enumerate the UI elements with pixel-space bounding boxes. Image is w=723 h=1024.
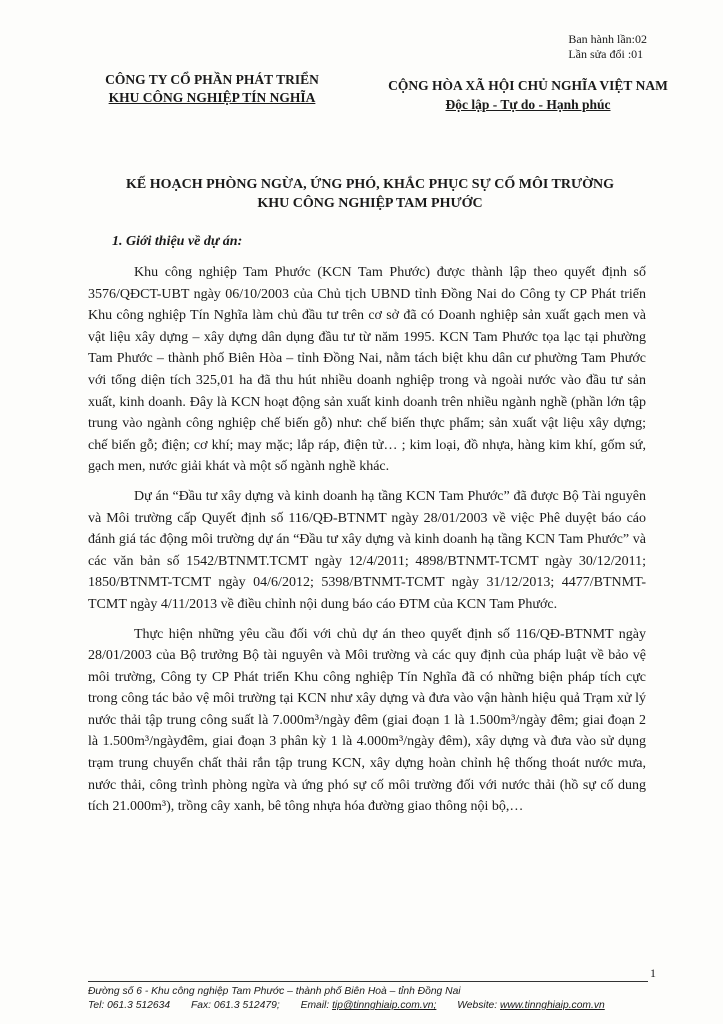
company-name-line2: KHU CÔNG NGHIỆP TÍN NGHĨA	[108, 90, 316, 105]
footer-email-link[interactable]: tip@tinnghiaip.com.vn;	[332, 1000, 437, 1011]
document-title-line1: KẾ HOẠCH PHÒNG NGỪA, ỨNG PHÓ, KHẮC PHỤC SỰ CỐ MÔI TRƯỜNG	[125, 177, 615, 192]
company-header	[78, 71, 346, 107]
footer-website-label: Website:	[457, 1000, 498, 1011]
document-title	[90, 175, 650, 213]
footer-fax: Fax: 061.3 512479;	[190, 1000, 280, 1011]
page-number: 1	[650, 966, 656, 980]
national-motto: Độc lập - Tự do - Hạnh phúc	[445, 97, 611, 112]
company-name-line1: CÔNG TY CỔ PHẦN PHÁT TRIỂN	[105, 72, 319, 87]
document-body	[88, 262, 646, 826]
footer-email-label: Email:	[300, 1000, 330, 1011]
revision-issue: Ban hành lần:02	[568, 32, 647, 46]
revision-info	[568, 32, 647, 62]
footer	[88, 985, 668, 1013]
section-heading: 1. Giới thiệu về dự án:	[112, 234, 243, 249]
footer-tel: Tel: 061.3 512634	[88, 1000, 171, 1011]
footer-contacts	[88, 999, 668, 1013]
national-name: CỘNG HÒA XÃ HỘI CHỦ NGHĨA VIỆT NAM	[388, 78, 668, 93]
paragraph: Khu công nghiệp Tam Phước (KCN Tam Phước) được thành lập theo quyết định số 3576/QĐCT-UBT ngày 06/10/2003 của Chủ tịch UBND tỉnh Đồng Nai do Công ty CP Phát triển Khu công nghiệp Tín Nghĩa làm chủ đầu tư trên cơ sở đã có Doanh nghiệp sản xuất gạch men và vật liệu xây dựng – xây dựng dân dụng đầu tư từ năm 1995. KCN Tam Phước tọa lạc tại phường Tam Phước – thành phố Biên Hòa – tỉnh Đồng Nai, nằm tách biệt khu dân cư phường Tam Phước với tổng diện tích 325,01 ha đã thu hút nhiều doanh nghiệp trong và ngoài nước vào đầu tư sản xuất, kinh doanh. Đây là KCN hoạt động sản xuất kinh doanh trên nhiều ngành nghề (phần lớn tập trung vào ngành công nghiệp chế biến gỗ) như: chế biến thực phẩm; sản xuất vật liệu xây dựng; chế biến gỗ; điện; cơ khí; may mặc; lắp ráp, điện tử… ; kim loại, đồ nhựa, hàng kim khí, gốm sứ, gạch men, nước giải khát và một số ngành nghề khác.	[88, 265, 646, 475]
footer-divider	[88, 981, 648, 982]
footer-website-link[interactable]: www.tinnghiaip.com.vn	[500, 1000, 605, 1011]
revision-edit: Lần sửa đổi :01	[568, 47, 644, 61]
national-header	[378, 76, 678, 114]
document-title-line2: KHU CÔNG NGHIỆP TAM PHƯỚC	[257, 196, 483, 211]
paragraph: Dự án “Đầu tư xây dựng và kinh doanh hạ tầng KCN Tam Phước” đã được Bộ Tài nguyên và Môi trường cấp Quyết định số 116/QĐ-BTNMT ngày 28/01/2003 về việc Phê duyệt báo cáo đánh giá tác động môi trường dự án “Đầu tư xây dựng và kinh doanh hạ tầng KCN Tam Phước” và các văn bản số 1542/BTNMT.TCMT ngày 12/4/2011; 4898/BTNMT-TCMT ngày 30/12/2011; 1850/BTNMT-TCMT ngày 04/6/2012; 5398/BTNMT-TCMT ngày 31/12/2013; 4477/BTNMT-TCMT ngày 4/11/2013 về điều chỉnh nội dung báo cáo ĐTM của KCN Tam Phước.	[88, 488, 646, 612]
footer-address: Đường số 6 - Khu công nghiệp Tam Phước – thành phố Biên Hoà – tỉnh Đồng Nai	[88, 986, 461, 997]
paragraph: Thực hiện những yêu cầu đối với chủ dự án theo quyết định số 116/QĐ-BTNMT ngày 28/01/2003 của Bộ trưởng Bộ tài nguyên và Môi trường và các quy định của pháp luật về bảo vệ môi trường, Công ty CP Phát triển Khu công nghiệp Tín Nghĩa đã có những biện pháp tích cực trong công tác bảo vệ môi trường tại KCN như xây dựng và đưa vào vận hành hiệu quả Trạm xử lý nước thải tập trung công suất là 7.000m³/ngày đêm (giai đoạn 1 là 1.500m³/ngày đêm; giai đoạn 2 là 1.500m³/ngàyđêm, giai đoạn 3 phân kỳ 1 là 4.000m³/ngày đêm), xây dựng và đưa vào sử dụng trạm trung chuyển chất thải rắn tập trung KCN, xây dựng hoàn chỉnh hệ thống thoát nước mưa, nước thải, công trình phòng ngừa và ứng phó sự cố môi trường đối với nước thải (hồ sự cố dung tích 21.000m³), trồng cây xanh, bê tông nhựa hóa đường giao thông nội bộ,…	[88, 626, 646, 815]
